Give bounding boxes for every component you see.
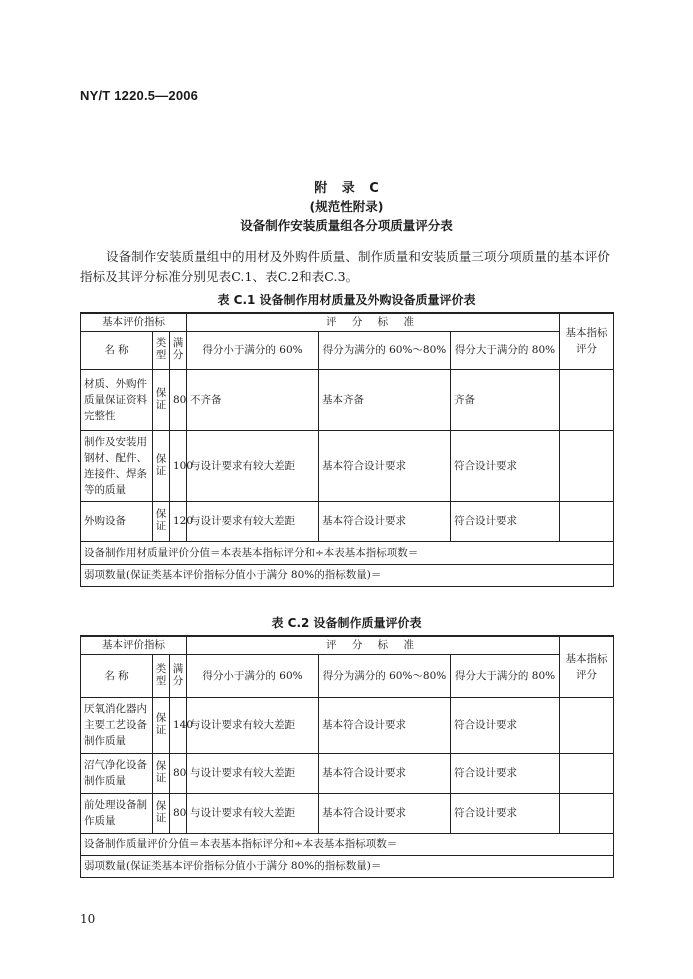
row-type-text: 保证 [155, 760, 167, 784]
header-criteria: 评 分 标 准 [187, 636, 560, 654]
row-low: 与设计要求有较大差距 [187, 501, 319, 541]
row-mid: 基本符合设计要求 [319, 753, 451, 793]
weak-count-row: 弱项数量(保证类基本评价指标分值小于满分 80%的指标数量)＝ [81, 564, 614, 586]
row-high: 符合设计要求 [451, 793, 560, 833]
header-basic-indicator: 基本评价指标 [81, 636, 187, 654]
header-full-score-text: 满分 [172, 662, 184, 687]
header-full-score-text: 满分 [172, 337, 184, 361]
row-score [560, 793, 614, 833]
header-low: 得分小于满分的 60% [187, 654, 319, 697]
table-row [81, 369, 614, 430]
row-type-text: 保证 [155, 386, 167, 411]
row-low: 与设计要求有较大差距 [187, 697, 319, 753]
row-type-text: 保证 [155, 452, 167, 477]
row-name: 材质、外购件质量保证资料完整性 [81, 369, 153, 430]
row-mid: 基本齐备 [319, 369, 451, 430]
row-full-score: 100 [170, 430, 187, 501]
weak-count-row: 弱项数量(保证类基本评价指标分值小于满分 80%的指标数量)＝ [81, 855, 614, 877]
table-c1-caption: 表 C.1 设备制作用材质量及外购设备质量评价表 [217, 293, 476, 307]
table-row [81, 430, 614, 501]
row-score [560, 697, 614, 753]
header-type-text: 类型 [155, 662, 167, 687]
row-mid: 基本符合设计要求 [319, 501, 451, 541]
header-mid: 得分为满分的 60%～80% [319, 331, 451, 369]
appendix-subtitle: (规范性附录) [309, 199, 384, 214]
row-type-text: 保证 [155, 712, 167, 736]
row-type [153, 369, 170, 430]
table-c2-caption: 表 C.2 设备制作质量评价表 [271, 616, 422, 630]
row-name: 厌氧消化器内主要工艺设备制作质量 [81, 697, 153, 753]
row-type-text: 保证 [155, 800, 167, 824]
row-high: 符合设计要求 [451, 430, 560, 501]
row-mid: 基本符合设计要求 [319, 697, 451, 753]
row-high: 符合设计要求 [451, 697, 560, 753]
header-mid: 得分为满分的 60%～80% [319, 654, 451, 697]
row-low: 与设计要求有较大差距 [187, 430, 319, 501]
table-row [81, 753, 614, 793]
summary-row: 设备制作质量评价分值＝本表基本指标评分和÷本表基本指标项数＝ [81, 833, 614, 855]
standard-code: NY/T 1220.5—2006 [80, 88, 199, 103]
summary-row: 设备制作用材质量评价分值＝本表基本指标评分和÷本表基本指标项数＝ [81, 541, 614, 564]
header-high: 得分大于满分的 80% [451, 654, 560, 697]
row-name: 前处理设备制作质量 [81, 793, 153, 833]
header-type [153, 654, 170, 697]
row-name: 制作及安装用钢材、配件、连接件、焊条等的质量 [81, 430, 153, 501]
row-type [153, 430, 170, 501]
header-full-score [170, 654, 187, 697]
header-type-text: 类型 [155, 337, 167, 361]
header-name: 名 称 [81, 654, 153, 697]
header-full-score [170, 331, 187, 369]
row-full-score: 120 [170, 501, 187, 541]
header-criteria: 评 分 标 准 [187, 313, 560, 331]
header-name: 名 称 [81, 331, 153, 369]
row-score [560, 430, 614, 501]
row-type [153, 501, 170, 541]
row-name: 沼气净化设备制作质量 [81, 753, 153, 793]
header-high: 得分大于满分的 80% [451, 331, 560, 369]
row-score [560, 501, 614, 541]
row-high: 符合设计要求 [451, 501, 560, 541]
row-type-text: 保证 [155, 508, 167, 532]
row-full-score: 140 [170, 697, 187, 753]
row-full-score: 80 [170, 753, 187, 793]
header-type [153, 331, 170, 369]
row-low: 与设计要求有较大差距 [187, 753, 319, 793]
appendix-title: 附 录 C [314, 181, 379, 196]
table-c2 [80, 635, 614, 878]
header-basic-indicator: 基本评价指标 [81, 313, 187, 331]
table-row [81, 697, 614, 753]
header-indicator-score: 基本指标评分 [560, 313, 614, 369]
row-high: 齐备 [451, 369, 560, 430]
row-full-score: 80 [170, 369, 187, 430]
row-full-score: 80 [170, 793, 187, 833]
row-type [153, 793, 170, 833]
row-low: 与设计要求有较大差距 [187, 793, 319, 833]
row-name: 外购设备 [81, 501, 153, 541]
intro-paragraph: 设备制作安装质量组中的用材及外购件质量、制作质量和安装质量三项分项质量的基本评价指标及其评分标准分别见表C.1、表C.2和表C.3。 [80, 249, 611, 284]
header-indicator-score: 基本指标评分 [560, 636, 614, 697]
row-low: 不齐备 [187, 369, 319, 430]
table-row [81, 501, 614, 541]
row-score [560, 369, 614, 430]
row-type [153, 753, 170, 793]
header-low: 得分小于满分的 60% [187, 331, 319, 369]
row-high: 符合设计要求 [451, 753, 560, 793]
page-number: 10 [80, 912, 96, 926]
table-c1 [80, 312, 614, 587]
row-type [153, 697, 170, 753]
appendix-name: 设备制作安装质量组各分项质量评分表 [240, 218, 453, 233]
row-mid: 基本符合设计要求 [319, 430, 451, 501]
row-score [560, 753, 614, 793]
table-row [81, 793, 614, 833]
row-mid: 基本符合设计要求 [319, 793, 451, 833]
